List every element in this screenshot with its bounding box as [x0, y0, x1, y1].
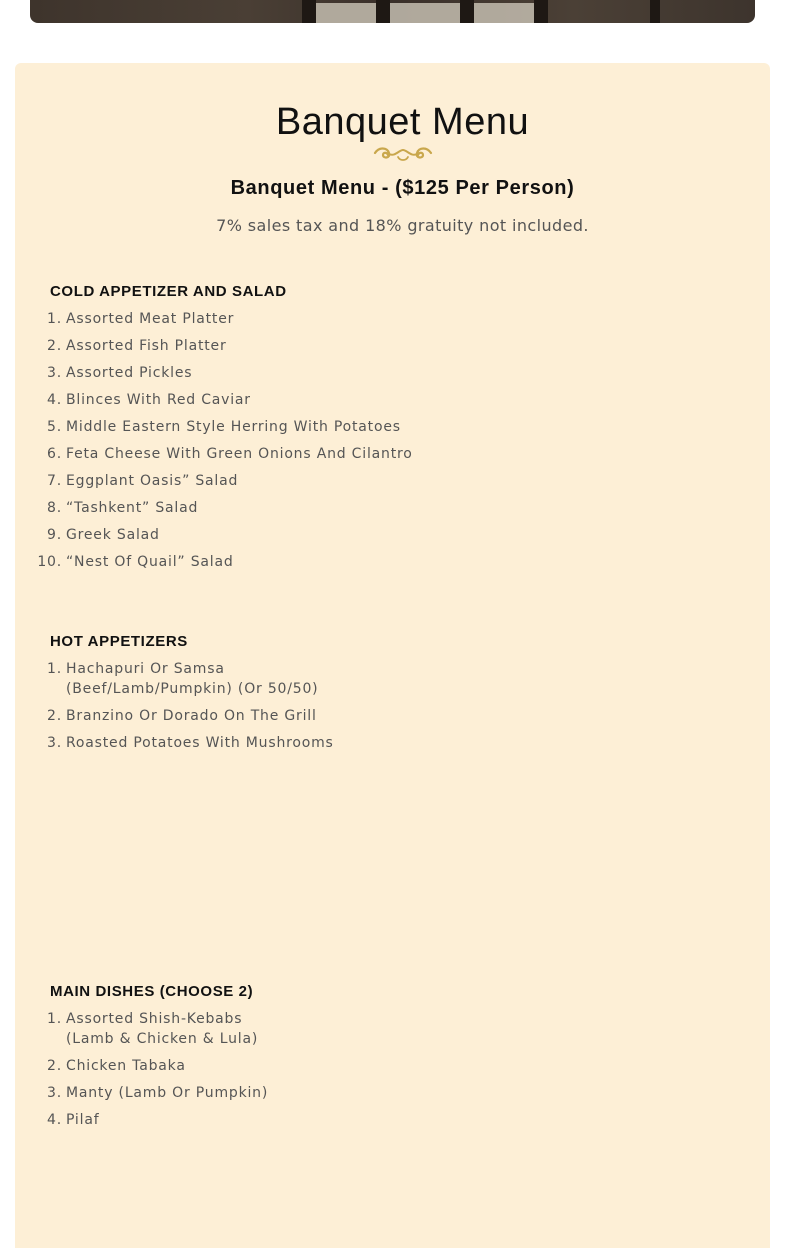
menu-item: 3. Assorted Pickles [47, 365, 193, 381]
menu-item: 2. Chicken Tabaka [47, 1058, 186, 1074]
menu-item: 8. “Tashkent” Salad [47, 500, 199, 516]
menu-item: 10. “Nest Of Quail” Salad [37, 554, 234, 570]
section-heading: COLD APPETIZER AND SALAD [50, 283, 287, 300]
menu-item: 1. Assorted Shish-Kebabs (Lamb & Chicken & Lula) [47, 1011, 259, 1047]
menu-item: 7. Eggplant Oasis” Salad [47, 473, 239, 489]
menu-item: 3. Manty (Lamb Or Pumpkin) [47, 1085, 269, 1101]
menu-item: 2. Assorted Fish Platter [47, 338, 227, 354]
section-heading: MAIN DISHES (CHOOSE 2) [50, 983, 254, 1000]
menu-item: 1. Hachapuri Or Samsa (Beef/Lamb/Pumpkin) (Or 50/50) [47, 661, 319, 697]
section-heading: HOT APPETIZERS [50, 633, 188, 650]
banquet-menu-card [15, 63, 770, 1248]
tax-gratuity-note: 7% sales tax and 18% gratuity not included. [216, 216, 589, 235]
menu-item: 2. Branzino Or Dorado On The Grill [47, 708, 317, 724]
menu-item: 5. Middle Eastern Style Herring With Potatoes [47, 419, 401, 435]
menu-item-list [37, 309, 750, 572]
menu-item: 9. Greek Salad [47, 527, 160, 543]
section-main-dishes [47, 983, 750, 1137]
menu-item: 4. Pilaf [47, 1112, 100, 1128]
menu-item-list [47, 659, 750, 753]
menu-item: 3. Roasted Potatoes With Mushrooms [47, 735, 334, 751]
ornamental-flourish-icon [371, 145, 435, 165]
hero-photo [30, 0, 755, 23]
menu-item: 6. Feta Cheese With Green Onions And Cilantro [47, 446, 413, 462]
menu-item: 4. Blinces With Red Caviar [47, 392, 251, 408]
menu-subtitle: Banquet Menu - ($125 Per Person) [230, 177, 575, 199]
menu-title: Banquet Menu [275, 101, 530, 143]
menu-item: 1. Assorted Meat Platter [47, 311, 235, 327]
section-cold-appetizer-salad [37, 283, 750, 579]
menu-item-list [47, 1009, 750, 1130]
section-hot-appetizers [47, 633, 750, 760]
